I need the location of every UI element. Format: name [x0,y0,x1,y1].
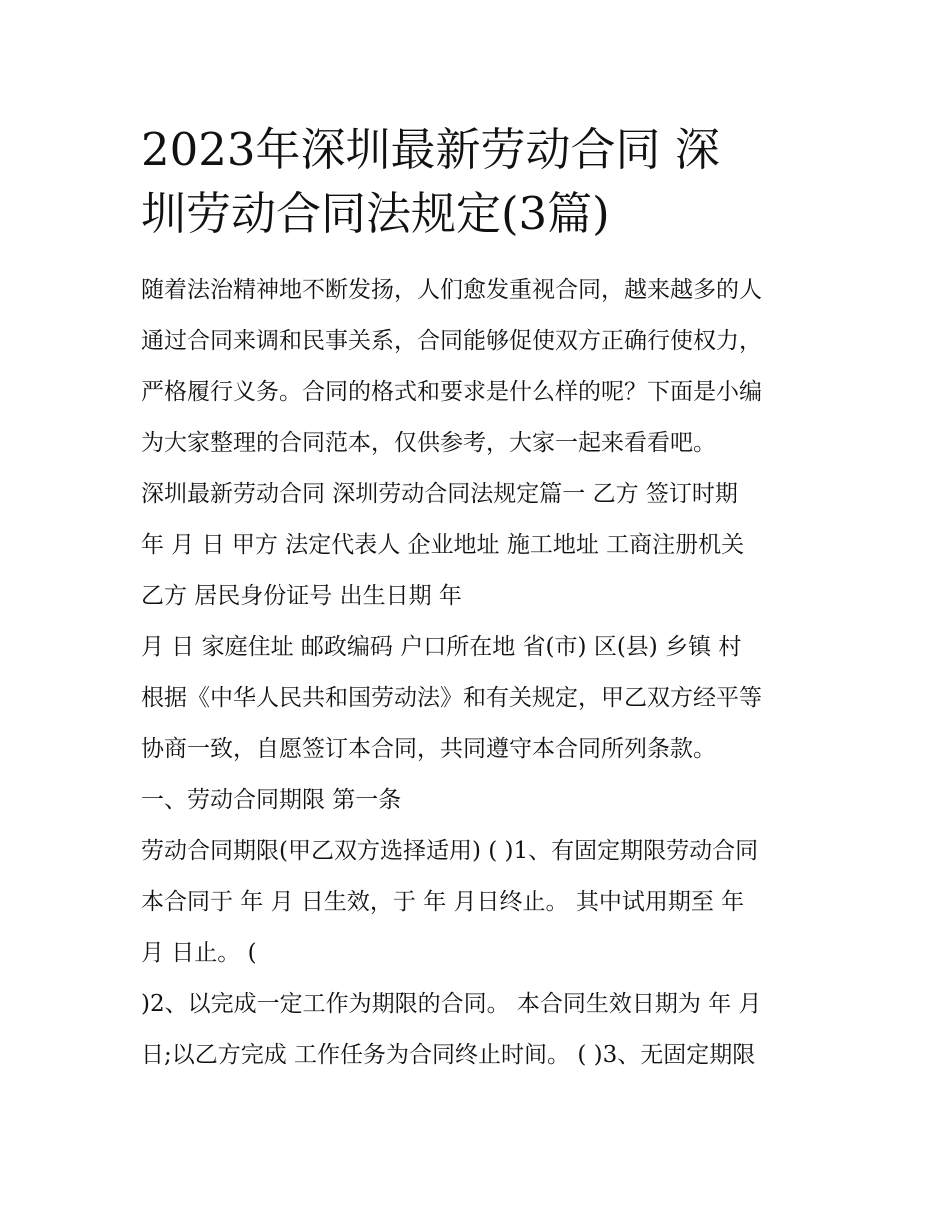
document-body [141,265,821,1081]
body-line: 乙方 居民身份证号 出生日期 年 [141,583,462,609]
body-line: 本合同于 年 月 日生效，于 年 月日终止。 其中试用期至 年 [141,889,745,915]
body-line: 年 月 日 甲方 法定代表人 企业地址 施工地址 工商注册机关 [141,532,745,558]
body-line: 根据《中华人民共和国劳动法》和有关规定，甲乙双方经平等 [141,685,762,711]
document-title [141,118,821,246]
body-line: 月 日 家庭住址 邮政编码 户口所在地 省(市) 区(县) 乡镇 村 [141,634,742,660]
body-line: 为大家整理的合同范本，仅供参考，大家一起来看看吧。 [141,430,716,456]
body-line: 随着法治精神地不断发扬，人们愈发重视合同，越来越多的人 [141,277,762,303]
body-line: 通过合同来调和民事关系，合同能够促使双方正确行使权力， [141,328,762,354]
body-line: 劳动合同期限(甲乙双方选择适用) ( )1、有固定期限劳动合同 [141,838,759,864]
body-line: )2、以完成一定工作为期限的合同。 本合同生效日期为 年 月 [141,991,762,1017]
body-line: 深圳最新劳动合同 深圳劳动合同法规定篇一 乙方 签订时期 [141,481,738,507]
body-line: 月 日止。 ( [141,940,257,966]
body-line: 日;以乙方完成 工作任务为合同终止时间。 ( )3、无固定期限 [141,1042,756,1068]
section-heading: 一、劳动合同期限 第一条 [141,787,402,813]
title-line-2: 圳劳动合同法规定(3篇) [141,187,610,240]
title-line-1: 2023年深圳最新劳动合同 深 [141,123,720,176]
body-line: 严格履行义务。合同的格式和要求是什么样的呢？下面是小编 [141,379,762,405]
body-line: 协商一致，自愿签订本合同，共同遵守本合同所列条款。 [141,736,716,762]
document-page [141,118,821,1081]
